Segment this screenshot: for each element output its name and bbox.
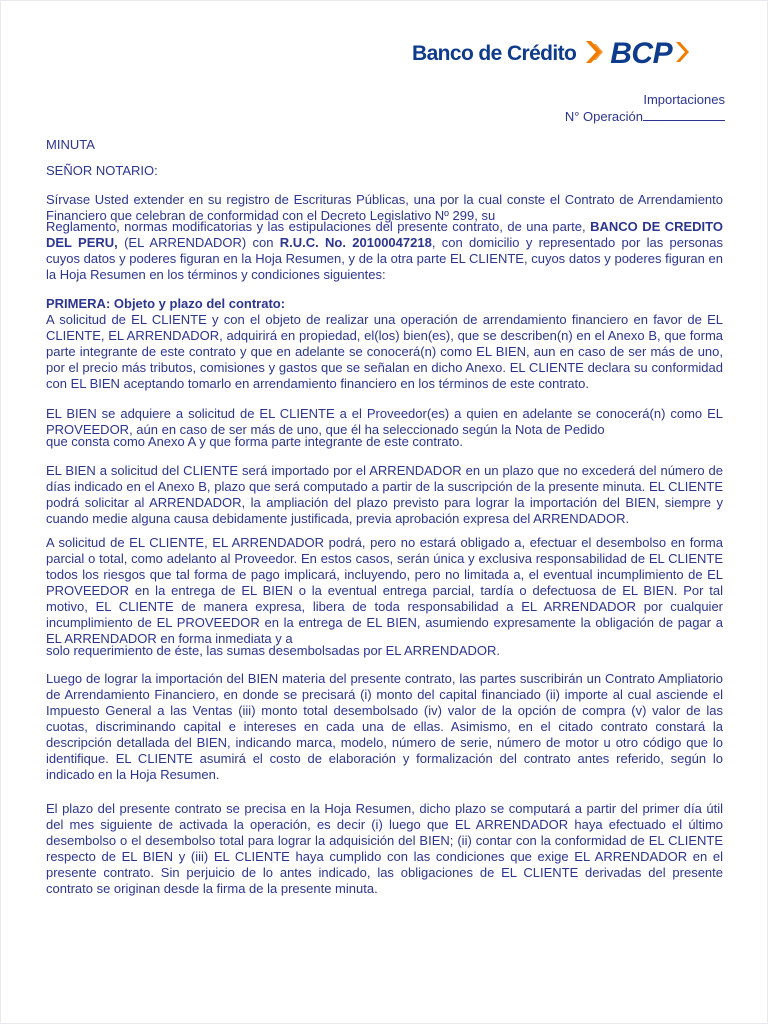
clause-first-paragraph-2a: EL BIEN se adquiere a solicitud de EL CLIENTE a el Proveedor(es) a quien en adelante se conocerá(n) como EL PROVEEDOR, aún en caso de ser más de uno, que él ha seleccionado según la Nota de Pedido	[46, 406, 723, 437]
doc-salutation: SEÑOR NOTARIO:	[46, 163, 158, 178]
operation-header	[565, 91, 725, 125]
clause-first-paragraph-5: Luego de lograr la importación del BIEN materia del presente contrato, las partes suscribirán un Contrato Ampliatorio de Arrendamiento Financiero, en donde se precisará (i) monto del capital financiado (ii) importe al cual asciende el Impuesto General a las Ventas (iii) monto total desembolsado (iv) valor de la opción de compra (v) valor de las cuotas, discriminando capital e intereses en cada una de ellas. Asimismo, en el citado contrato constará la descripción detallada del BIEN, indicando marca, modelo, número de serie, número de motor u otro código que lo identifique. EL CLIENTE asumirá el costo de elaboración y formalización del contrato antes referido, según lo indicado en la Hoja Resumen.	[46, 671, 723, 782]
chevron-right-icon	[674, 40, 692, 69]
header-importaciones: Importaciones	[643, 92, 725, 107]
chevron-icon	[584, 39, 608, 70]
intro-overlay-line	[46, 219, 723, 283]
clause-first-paragraph-4b: solo requerimiento de éste, las sumas desembolsadas por EL ARRENDADOR.	[46, 643, 501, 658]
logo-short-name: BCP	[610, 37, 673, 70]
clause-first-paragraph-3: EL BIEN a solicitud del CLIENTE será importado por el ARRENDADOR en un plazo que no excederá del número de días indicado en el Anexo B, plazo que será computado a partir de la suscripción de la presente minuta. EL CLIENTE podrá solicitar al ARRENDADOR, la ampliación del plazo previsto para lograr la importación del BIEN, siempre y cuando medie alguna causa debidamente justificada, previa aprobación expresa del ARRENDADOR.	[46, 463, 723, 526]
clause-first-paragraph-6: El plazo del presente contrato se precisa en la Hoja Resumen, dicho plazo se computará a partir del primer día útil del mes siguiente de activada la operación, es decir (i) luego que EL ARRENDADOR haya efectuado el último desembolso o el desembolso total para lograr la adquisición del BIEN; (ii) contar con la conformidad de EL CLIENTE respecto de EL BIEN y (iii) EL CLIENTE haya cumplido con las condiciones que exige EL ARRENDADOR en el presente contrato. Sin perjuicio de lo antes indicado, las obligaciones de EL CLIENTE derivadas del presente contrato se originan desde la firma de la presente minuta.	[46, 801, 723, 896]
doc-title: MINUTA	[46, 137, 95, 152]
intro-text-c: (EL ARRENDADOR) con	[124, 235, 274, 250]
clause-first-paragraph-1: A solicitud de EL CLIENTE y con el objeto de realizar una operación de arrendamiento financiero en favor de EL CLIENTE, EL ARRENDADOR, adquirirá en propiedad, el(los) bien(es), que se describen(n) en el Anexo B, que forma parte integrante de este contrato y que en adelante se conocerá(n) como EL BIEN, aun en caso de ser más de uno, por el precio más tributos, comisiones y gastos que se señalan en dicho Anexo. EL CLIENTE declara su conformidad con EL BIEN aceptando tomarlo en arrendamiento financiero en los términos de este contrato.	[46, 312, 723, 391]
header-operation-line	[565, 108, 725, 125]
document-body	[46, 137, 723, 897]
intro-text-d: , con domicilio y representado por las personas cuyos datos y poderes figuran en la Hoja Resumen, y de la otra parte EL CLIENTE, cuyos datos y poderes figuran en la Hoja Resumen en los términos y condiciones siguientes:	[46, 235, 723, 282]
clause-first-title: PRIMERA: Objeto y plazo del contrato:	[46, 296, 286, 311]
clause-first-paragraph-4a: A solicitud de EL CLIENTE, EL ARRENDADOR podrá, pero no estará obligado a, efectuar el desembolso en forma parcial o total, como adelanto al Proveedor. En estos casos, serán única y exclusiva responsabilidad de EL CLIENTE todos los riesgos que tal forma de pago implicará, incluyendo, pero no limitada a, el eventual incumplimiento de EL PROVEEDOR en la entrega de EL BIEN o la eventual entrega parcial, tardía o defectuosa de EL BIEN. Por tal motivo, EL CLIENTE de manera expresa, libera de toda responsabilidad a EL ARRENDADOR por cualquier incumplimiento de EL PROVEEDOR en la entrega de EL BIEN, asumiendo expresamente la obligación de pagar a EL ARRENDADOR en forma inmediata y a	[46, 535, 723, 646]
clause-first-paragraph-2b: que consta como Anexo A y que forma parte integrante de este contrato.	[46, 434, 463, 449]
intro-text-b: Reglamento, normas modificatorias y las estipulaciones del presente contrato, de una parte,	[46, 219, 586, 234]
intro-bank-name: BANCO DE CREDITO DEL PERU,	[46, 219, 723, 250]
intro-text-a: Sírvase Usted extender en su registro de Escrituras Públicas, una por la cual conste el Contrato de Arrendamiento Financiero que celebran de conformidad con el Decreto Legislativo Nº 299, su	[46, 192, 723, 223]
intro-paragraph	[46, 192, 723, 283]
intro-ruc: R.U.C. No. 20100047218	[279, 235, 432, 250]
operation-blank	[643, 108, 725, 121]
operation-label: N° Operación	[564, 109, 643, 124]
bcp-logo	[412, 32, 694, 76]
logo-bank-name: Banco de Crédito	[412, 42, 577, 65]
